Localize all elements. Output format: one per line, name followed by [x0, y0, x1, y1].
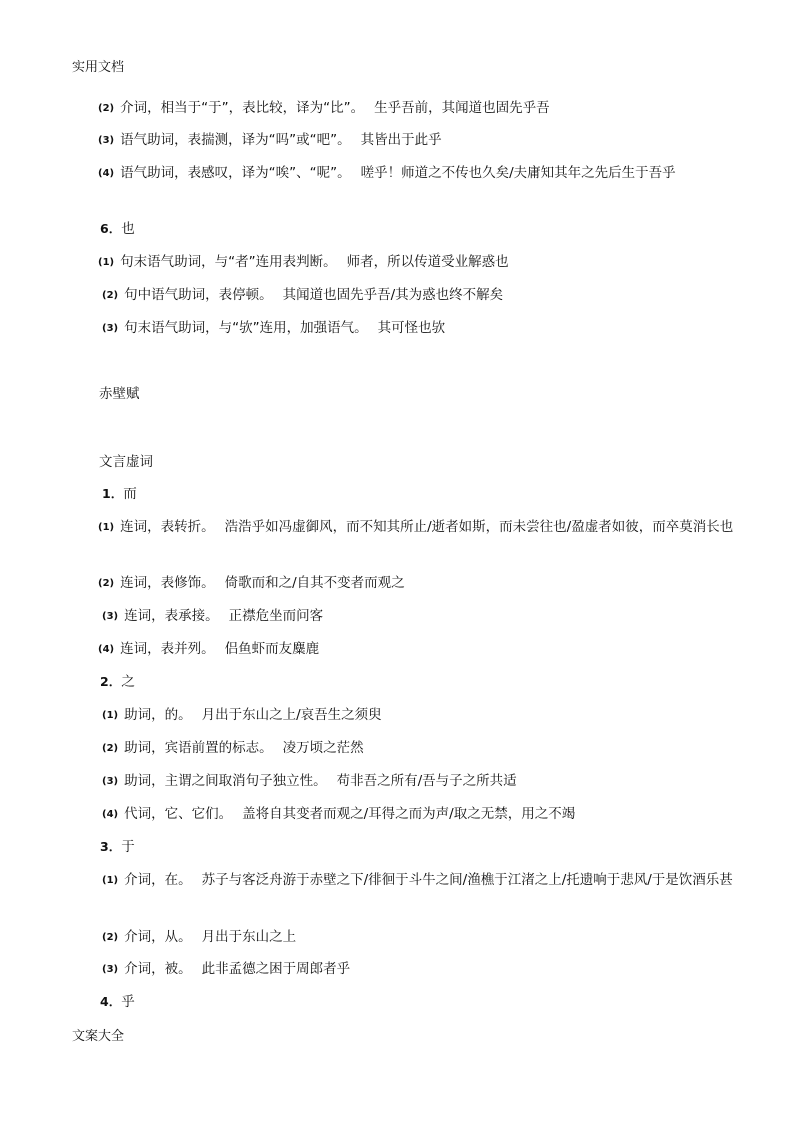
section-heading: [72, 991, 756, 1013]
entry-example: 苏子与客泛舟游于赤壁之下/徘徊于斗牛之间/渔樵于江渚之上/托遗响于悲风/于是饮酒乐甚: [201, 872, 733, 888]
entry-definition: 助词，宾语前置的标志。: [124, 740, 273, 756]
entry-example: 生乎吾前，其闻道也固先乎吾: [374, 100, 550, 116]
entry-definition: 介词，被。: [124, 961, 192, 977]
section-word: 之: [121, 674, 135, 690]
entry-number: (2): [102, 743, 119, 754]
entry-line: [72, 803, 758, 826]
entry-example: 侣鱼虾而友麋鹿: [224, 641, 320, 657]
entry-definition: 句末语气助词，与“欤”连用，加强语气。: [124, 320, 368, 336]
entry-line: [72, 638, 754, 661]
entry-line: [72, 284, 758, 307]
entry-line: [72, 704, 758, 727]
entry-definition: 句中语气助词，表停顿。: [124, 287, 273, 303]
entry-example: 盖将自其变者而观之/耳得之而为声/取之无禁，用之不竭: [242, 806, 576, 822]
entry-line: [72, 162, 754, 185]
section-word: 而: [123, 486, 137, 502]
entry-line: [72, 770, 758, 793]
entry-number: (2): [98, 578, 115, 589]
entry-number: (1): [102, 875, 119, 886]
entry-example: 其皆出于此乎: [360, 132, 442, 148]
section-word: 于: [121, 839, 135, 855]
entry-number: (2): [102, 932, 119, 943]
entry-definition: 连词，表修饰。: [120, 575, 215, 591]
entry-example: 其闻道也固先乎吾/其为惑也终不解矣: [282, 287, 504, 303]
entry-number: (1): [98, 522, 115, 533]
entry-line: [72, 737, 758, 760]
entry-line: [72, 869, 758, 892]
entry-line: [72, 516, 754, 539]
entry-definition: 介词，在。: [124, 872, 192, 888]
section-heading: [72, 836, 756, 858]
entry-example: 此非孟德之困于周郎者乎: [201, 961, 351, 977]
page-footer: 文案大全: [72, 1029, 125, 1044]
section-number: 3．: [100, 839, 122, 854]
section-number: 6．: [100, 221, 122, 236]
entry-definition: 连词，表转折。: [120, 519, 215, 535]
entry-definition: 语气助词，表感叹，译为“唉”、“呢”。: [120, 165, 351, 181]
entry-number: (4): [98, 168, 115, 179]
entry-line: [72, 129, 754, 152]
section-word: 乎: [121, 994, 135, 1010]
entry-definition: 语气助词，表揣测，译为“吗”或“吧”。: [120, 132, 351, 148]
entry-line: [72, 97, 754, 120]
entry-line: [72, 251, 754, 274]
entry-number: (2): [102, 290, 119, 301]
entry-example: 浩浩乎如冯虚御风，而不知其所止/逝者如斯，而未尝往也/盈虚者如彼，而卒莫消长也: [224, 519, 734, 535]
entry-number: (3): [102, 776, 119, 787]
chapter-title: 赤壁赋: [99, 386, 140, 402]
entry-example: 正襟危坐而问客: [228, 608, 324, 624]
entry-example: 月出于东山之上: [201, 929, 297, 945]
page-header: 实用文档: [72, 60, 125, 75]
entry-example: 凌万顷之茫然: [282, 740, 364, 756]
entry-example: 师者，所以传道受业解惑也: [346, 254, 509, 270]
entry-number: (1): [98, 257, 115, 268]
entry-number: (3): [102, 611, 119, 622]
section-word: 也: [121, 221, 135, 237]
entry-example: 其可怪也欤: [377, 320, 446, 336]
entry-number: (3): [98, 135, 115, 146]
entry-line: [72, 926, 758, 949]
entry-number: (2): [98, 103, 115, 114]
entry-example: 嗟乎！师道之不传也久矣/夫庸知其年之先后生于吾乎: [360, 165, 676, 181]
entry-definition: 介词，从。: [124, 929, 192, 945]
entry-definition: 连词，表承接。: [124, 608, 219, 624]
entry-number: (3): [102, 323, 119, 334]
entry-line: [72, 958, 758, 981]
entry-number: (1): [102, 710, 119, 721]
entry-line: [72, 572, 754, 595]
entry-definition: 代词，它、它们。: [124, 806, 233, 822]
entry-example: 苟非吾之所有/吾与子之所共适: [336, 773, 517, 789]
section-heading: [72, 483, 758, 505]
section-heading: [72, 218, 756, 240]
entry-line: [72, 605, 758, 628]
entry-number: (3): [102, 964, 119, 975]
entry-example: 月出于东山之上/哀吾生之须臾: [201, 707, 382, 723]
section-number: 1．: [102, 486, 124, 501]
entry-line: [72, 317, 758, 340]
section-heading: [72, 671, 756, 693]
entry-definition: 助词，的。: [124, 707, 192, 723]
entry-example: 倚歌而和之/自其不变者而观之: [224, 575, 405, 591]
section-number: 4．: [100, 994, 122, 1009]
entry-definition: 介词，相当于“于”，表比较，译为“比”。: [120, 100, 365, 116]
subsection-title: 文言虚词: [99, 454, 153, 470]
entry-definition: 助词，主谓之间取消句子独立性。: [124, 773, 327, 789]
entry-definition: 连词，表并列。: [120, 641, 215, 657]
entry-number: (4): [98, 644, 115, 655]
entry-definition: 句末语气助词，与“者”连用表判断。: [120, 254, 337, 270]
entry-number: (4): [102, 809, 119, 820]
section-number: 2．: [100, 674, 122, 689]
